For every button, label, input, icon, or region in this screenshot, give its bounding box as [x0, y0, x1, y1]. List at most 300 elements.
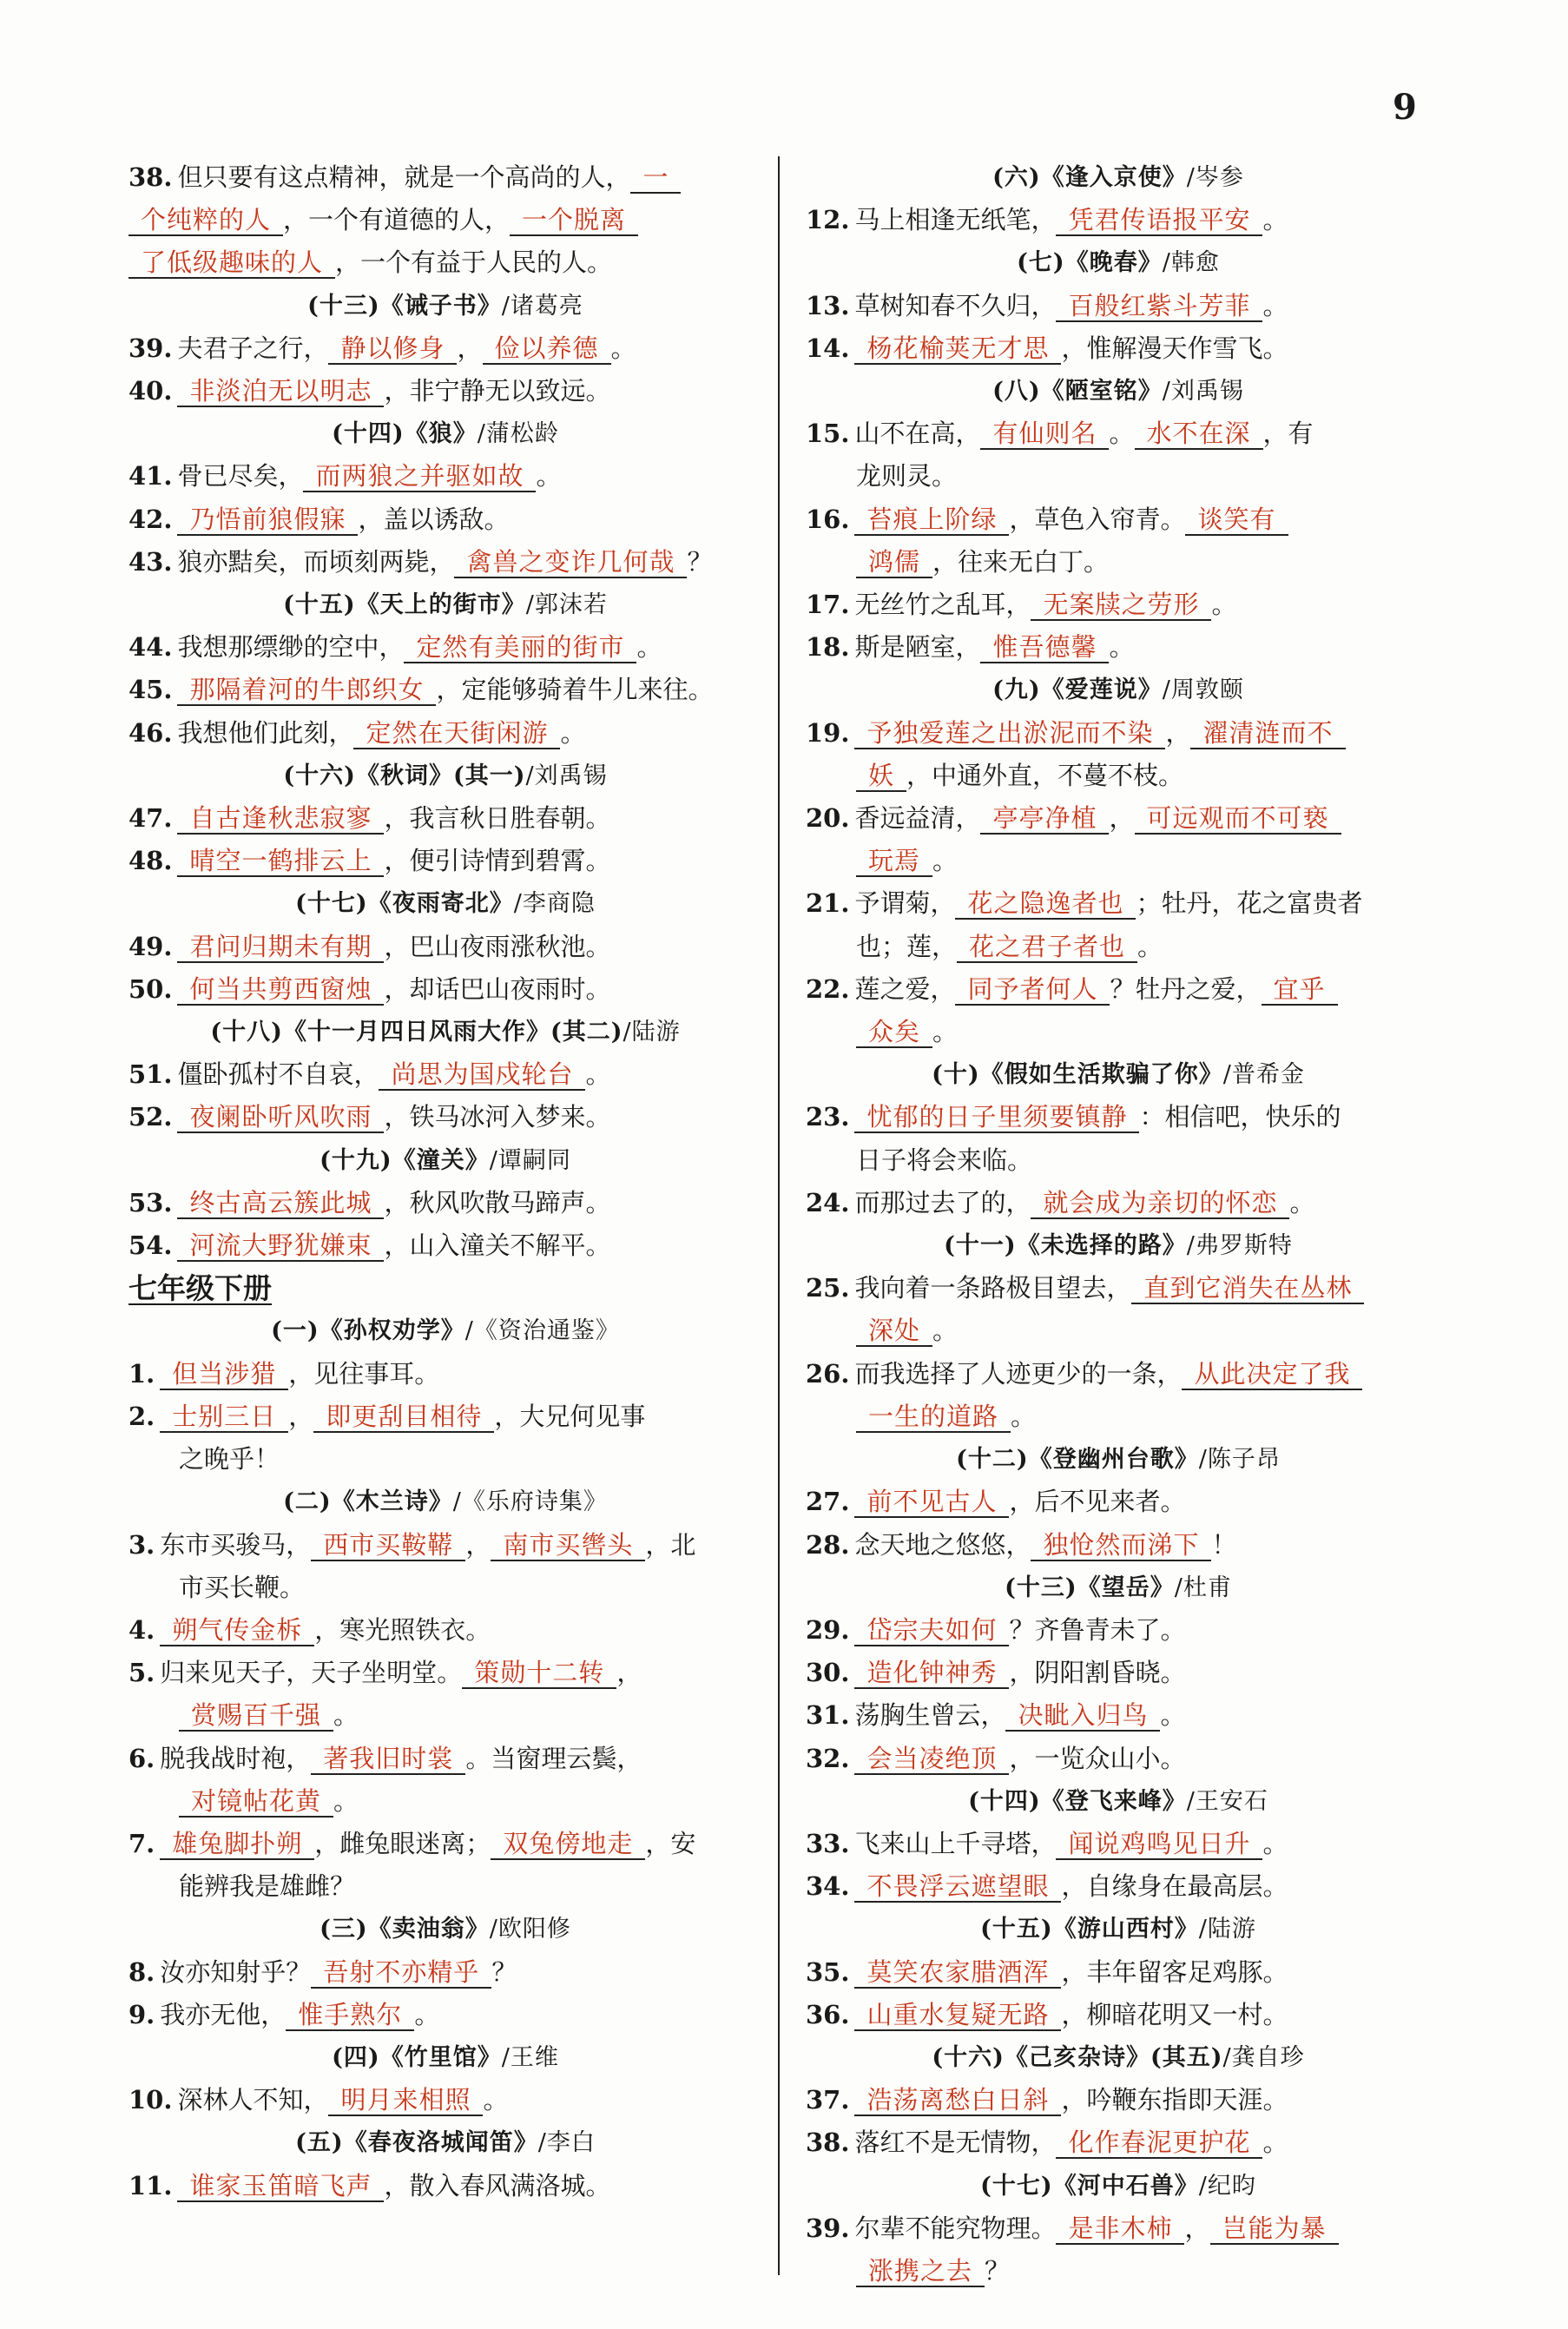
question-text: ，	[465, 1529, 491, 1560]
question-number: 14.	[806, 333, 850, 363]
question-line	[806, 1609, 1431, 1652]
answer-text: 前不见古人	[854, 1487, 1009, 1518]
question-line	[806, 1011, 1431, 1053]
question-number: 1.	[128, 1358, 155, 1389]
section-heading	[806, 1780, 1431, 1823]
question-text: ，有	[1262, 419, 1314, 449]
answer-text: 禽兽之变诈几何哉	[454, 547, 687, 578]
answer-text: 明月来相照	[328, 2085, 483, 2116]
question-line	[806, 626, 1431, 669]
question-text: 无丝竹之乱耳，	[854, 590, 1031, 620]
question-text: 而我选择了人迹更少的一条，	[854, 1358, 1183, 1389]
answer-text: 夜阑卧听风吹雨	[177, 1102, 384, 1133]
section-author: /蒲松龄	[477, 420, 559, 448]
section-author: /王安石	[1186, 1787, 1268, 1815]
question-number: 42.	[128, 504, 173, 534]
question-number: 12.	[806, 205, 850, 235]
answer-text: 有仙则名	[980, 419, 1109, 450]
answer-text: 水不在深	[1135, 419, 1263, 450]
question-text: 予谓菊，	[854, 888, 956, 919]
question-text: 。	[585, 1059, 611, 1090]
question-text: ？	[687, 546, 713, 577]
question-text: 。	[1262, 205, 1288, 235]
question-line	[128, 1865, 762, 1908]
section-author: /《资治通鉴》	[464, 1317, 620, 1345]
answer-text: 个纯粹的人	[128, 205, 283, 236]
question-text: ，一个有道德的人，	[283, 205, 511, 235]
question-text: 我亦无他，	[160, 1999, 287, 2029]
answer-text: 独怆然而涕下	[1031, 1530, 1211, 1561]
section-heading	[128, 285, 762, 327]
section-author: /岑参	[1186, 164, 1244, 191]
question-text: 东市买骏马，	[160, 1529, 312, 1560]
question-line	[128, 968, 762, 1011]
question-line	[806, 1694, 1431, 1737]
question-text: ，散入春风满洛城。	[384, 2170, 611, 2200]
answer-text: 深处	[856, 1316, 932, 1347]
question-text: 骨已尽矣，	[177, 461, 304, 492]
question-line	[806, 1738, 1431, 1780]
section-heading	[806, 1567, 1431, 1609]
answer-text: 忧郁的日子里须要镇静	[854, 1102, 1139, 1133]
answer-text: 吾射不亦精乎	[311, 1957, 491, 1989]
question-text: 。	[932, 1017, 959, 1047]
answer-text: 西市买鞍鞯	[311, 1530, 465, 1561]
section-heading	[806, 1224, 1431, 1267]
question-line	[128, 370, 762, 412]
section-title: (四)《竹里馆》	[332, 2043, 502, 2071]
question-text: 我想他们此刻，	[177, 717, 354, 748]
answer-text: 苔痕上阶绿	[854, 505, 1009, 536]
question-text: 也；莲，	[856, 931, 958, 961]
question-line	[806, 2079, 1431, 2121]
question-text: 尔辈不能究物理。	[854, 2213, 1057, 2243]
question-number: 21.	[806, 888, 850, 919]
question-number: 40.	[128, 376, 173, 406]
question-text: 。	[333, 1785, 359, 1816]
question-text: 。	[1211, 590, 1237, 620]
answer-text: 花之隐逸者也	[955, 888, 1136, 920]
section-heading	[128, 1310, 762, 1352]
question-number: 24.	[806, 1187, 850, 1217]
answer-text: 直到它消失在丛林	[1131, 1273, 1364, 1304]
question-text: ！	[1211, 1529, 1237, 1560]
question-text: ，北	[645, 1529, 696, 1560]
question-text: ？	[985, 2255, 1011, 2286]
question-line	[806, 1823, 1431, 1865]
section-author: /刘禹锡	[525, 762, 608, 789]
question-number: 30.	[806, 1658, 850, 1688]
question-line	[128, 1994, 762, 2036]
question-text: 。	[932, 1316, 959, 1346]
question-line	[128, 1395, 762, 1438]
answer-text: 是非木柿	[1056, 2214, 1184, 2245]
question-number: 6.	[128, 1743, 155, 1773]
question-number: 45.	[128, 675, 173, 705]
question-number: 13.	[806, 290, 850, 320]
question-text: ，	[457, 333, 483, 363]
question-text: 香远益清，	[854, 803, 981, 834]
section-title: (十六)《己亥杂诗》(其五)	[932, 2043, 1223, 2071]
section-title: (十五)《天上的街市》	[283, 591, 526, 619]
answer-text: 但当涉猎	[160, 1359, 288, 1390]
question-line	[128, 840, 762, 882]
question-line	[128, 2079, 762, 2121]
section-heading	[128, 2036, 762, 2079]
answer-text: 化作春泥更护花	[1056, 2128, 1262, 2159]
answer-text: 从此决定了我	[1182, 1359, 1362, 1390]
question-text: ？齐鲁青未了。	[1009, 1614, 1186, 1645]
section-heading	[806, 2165, 1431, 2207]
section-title: (十三)《诫子书》	[307, 292, 502, 320]
section-heading	[806, 1053, 1431, 1096]
section-title: (十七)《河中石兽》	[980, 2172, 1199, 2200]
question-line	[806, 327, 1431, 370]
question-text: ，便引诗情到碧霄。	[384, 846, 611, 876]
question-number: 54.	[128, 1230, 173, 1261]
question-text: ，寒光照铁衣。	[314, 1614, 491, 1645]
question-text: 。	[1262, 290, 1288, 320]
question-number: 52.	[128, 1102, 173, 1132]
question-text: 落红不是无情物，	[854, 2128, 1057, 2158]
answer-text: 非淡泊无以明志	[177, 376, 384, 407]
question-line	[128, 1609, 762, 1652]
section-heading	[128, 1908, 762, 1950]
question-text: 。	[610, 333, 636, 363]
answer-text: 而两狼之并驱如故	[303, 461, 536, 492]
question-line	[128, 1438, 762, 1481]
question-number: 15.	[806, 419, 850, 449]
question-number: 25.	[806, 1273, 850, 1303]
answer-text: 双兔傍地走	[491, 1829, 645, 1860]
question-line	[128, 199, 762, 241]
question-number: 29.	[806, 1614, 850, 1645]
question-number: 10.	[128, 2085, 173, 2115]
answer-text: 亭亭净植	[980, 803, 1109, 835]
question-line	[806, 2121, 1431, 2164]
section-author: /王维	[501, 2043, 559, 2071]
question-number: 35.	[806, 1956, 850, 1987]
answer-text: 那隔着河的牛郎织女	[177, 675, 436, 706]
answer-text: 乃悟前狼假寐	[177, 505, 358, 536]
answer-text: 定然在天街闲游	[353, 718, 560, 749]
question-text: ，盖以诱敌。	[358, 504, 510, 534]
section-title: (十八)《十一月四日风雨大作》(其二)	[210, 1019, 623, 1046]
answer-text: 予独爱莲之出淤泥而不染	[854, 718, 1165, 749]
question-text: 。	[483, 2085, 509, 2115]
question-number: 41.	[128, 461, 173, 492]
question-line	[806, 882, 1431, 925]
answer-text: 杨花榆荚无才思	[854, 333, 1061, 365]
question-text: ，铁马冰河入梦来。	[384, 1102, 611, 1132]
answer-text: 玩焉	[856, 846, 932, 877]
question-number: 50.	[128, 973, 173, 1004]
question-number: 2.	[128, 1401, 155, 1431]
answer-text: 闻说鸡鸣见日升	[1056, 1829, 1262, 1860]
answer-text: 岱宗夫如何	[854, 1615, 1009, 1646]
section-author: /刘禹锡	[1162, 378, 1244, 406]
answer-text: 就会成为亲切的怀恋	[1031, 1188, 1289, 1219]
question-number: 19.	[806, 717, 850, 748]
answer-text: 惟吾德馨	[980, 632, 1109, 663]
question-line	[128, 1951, 762, 1994]
section-heading	[128, 2121, 762, 2164]
question-text: 。当窗理云鬓，	[465, 1743, 642, 1773]
question-line	[806, 1865, 1431, 1908]
question-line	[806, 1267, 1431, 1310]
section-heading	[806, 1908, 1431, 1950]
section-author: /李商隐	[513, 890, 596, 918]
question-number: 5.	[128, 1658, 155, 1688]
question-line	[128, 1738, 762, 1780]
section-author: /谭嗣同	[489, 1146, 571, 1174]
left-column	[128, 156, 762, 2207]
answer-text: 一	[630, 162, 681, 194]
answer-text: 俭以养德	[483, 333, 611, 365]
question-line	[128, 1224, 762, 1267]
question-line	[806, 1139, 1431, 1182]
answer-text: 花之君子者也	[957, 932, 1137, 963]
section-author: /郭沫若	[525, 591, 608, 619]
question-line	[128, 712, 762, 755]
question-text: 飞来山上千寻塔，	[854, 1828, 1057, 1858]
question-text: 我向着一条路极目望去，	[854, 1273, 1132, 1303]
answer-text: 雄兔脚扑朔	[160, 1829, 314, 1860]
section-author: /李白	[537, 2129, 596, 2157]
question-text: 莲之爱，	[854, 973, 956, 1004]
question-line	[128, 327, 762, 370]
question-number: 33.	[806, 1828, 850, 1858]
answer-text: 宜乎	[1262, 974, 1338, 1006]
question-text: ，巴山夜雨涨秋池。	[384, 931, 611, 961]
question-text: ，我言秋日胜春朝。	[384, 803, 611, 834]
answer-text: 莫笑农家腊酒浑	[854, 1957, 1061, 1989]
section-author: /龚自珍	[1222, 2043, 1305, 2071]
answer-text: 即更刮目相待	[313, 1402, 494, 1433]
question-text: ，大兄何见事	[494, 1401, 646, 1431]
question-number: 38.	[806, 2128, 850, 2158]
question-text: 。	[1289, 1187, 1315, 1217]
question-line	[128, 669, 762, 711]
question-text: ，雌兔眼迷离；	[314, 1828, 491, 1858]
section-title: (九)《爱莲说》	[992, 676, 1163, 704]
question-line	[128, 926, 762, 968]
question-number: 18.	[806, 632, 850, 663]
question-number: 34.	[806, 1871, 850, 1902]
question-text: 。	[932, 846, 959, 876]
section-author: /欧阳修	[489, 1916, 571, 1943]
answer-text: 凭君传语报平安	[1056, 205, 1262, 236]
question-text: 归来见天子，天子坐明堂。	[160, 1658, 463, 1688]
section-title: (二)《木兰诗》	[283, 1488, 453, 1516]
question-line	[806, 1524, 1431, 1567]
question-line	[806, 1353, 1431, 1395]
section-author: /陈子昂	[1198, 1446, 1281, 1474]
question-number: 16.	[806, 504, 850, 534]
answer-text: 对镜帖花黄	[179, 1786, 333, 1818]
section-title: (十四)《登飞来峰》	[968, 1787, 1187, 1815]
question-text: ，秋风吹散马蹄声。	[384, 1187, 611, 1217]
question-number: 26.	[806, 1358, 850, 1389]
question-number: 36.	[806, 1999, 850, 2029]
question-number: 31.	[806, 1700, 850, 1731]
question-text: 马上相逢无纸笔，	[854, 205, 1057, 235]
section-title: (一)《孙权劝学》	[271, 1317, 465, 1345]
question-text: ；牡丹，花之富贵者	[1136, 888, 1363, 919]
question-line	[128, 1182, 762, 1224]
question-number: 11.	[128, 2170, 173, 2200]
answer-text: 君问归期未有期	[177, 932, 384, 963]
section-author: /杜甫	[1174, 1574, 1232, 1601]
question-number: 39.	[806, 2213, 850, 2243]
section-heading	[806, 156, 1431, 199]
question-number: 17.	[806, 590, 850, 620]
section-author: /周敦颐	[1162, 676, 1244, 704]
question-text: 市买长鞭。	[179, 1572, 306, 1602]
section-heading	[128, 1139, 762, 1182]
answer-text: 一个脱离	[510, 205, 638, 236]
question-text: ，却话巴山夜雨时。	[384, 973, 611, 1004]
question-line	[128, 1053, 762, 1096]
question-line	[806, 797, 1431, 840]
question-number: 4.	[128, 1614, 155, 1645]
question-line	[128, 455, 762, 498]
question-number: 22.	[806, 973, 850, 1004]
section-heading	[128, 1481, 762, 1523]
section-title: (八)《陋室铭》	[992, 378, 1163, 406]
question-line	[128, 1524, 762, 1567]
question-line	[806, 2207, 1431, 2250]
answer-text: 谈笑有	[1185, 505, 1288, 536]
question-line	[128, 156, 762, 199]
question-line	[128, 1694, 762, 1737]
question-text: ，草色入帘青。	[1009, 504, 1186, 534]
question-number: 49.	[128, 931, 173, 961]
question-line	[128, 498, 762, 541]
question-line	[128, 541, 762, 584]
question-text: 念天地之悠悠，	[854, 1529, 1031, 1560]
answer-text: 了低级趣味的人	[128, 247, 335, 279]
question-line	[806, 285, 1431, 327]
question-line	[806, 1182, 1431, 1224]
answer-text: 可远观而不可亵	[1135, 803, 1341, 835]
question-text: 荡胸生曾云，	[854, 1700, 1006, 1731]
question-text: ，	[288, 1401, 314, 1431]
question-text: 斯是陋室，	[854, 632, 981, 663]
answer-text: 南市买辔头	[491, 1530, 645, 1561]
answer-text: 岂能为暴	[1210, 2214, 1339, 2245]
answer-text: 著我旧时裳	[311, 1744, 465, 1775]
question-text: 。	[1137, 931, 1163, 961]
answer-text: 尚思为国戍轮台	[379, 1059, 585, 1091]
answer-text: 妖	[856, 761, 906, 792]
question-text: 。	[636, 632, 662, 663]
question-text: 。	[1011, 1401, 1037, 1431]
answer-text: 众矣	[856, 1017, 932, 1048]
section-heading	[128, 584, 762, 626]
section-heading	[806, 669, 1431, 711]
answer-text: 无案牍之劳形	[1031, 590, 1211, 621]
question-text: ，见往事耳。	[288, 1358, 440, 1389]
section-title: (七)《晚春》	[1017, 249, 1163, 277]
question-line	[806, 498, 1431, 541]
question-text: 山不在高，	[854, 419, 981, 449]
question-text: 龙则灵。	[856, 461, 958, 492]
question-line	[128, 1353, 762, 1395]
question-text: 。	[1109, 632, 1135, 663]
question-text: 但只要有这点精神，就是一个高尚的人，	[177, 162, 631, 192]
question-text: 。	[333, 1700, 359, 1731]
answer-text: 谁家玉笛暗飞声	[177, 2171, 384, 2202]
question-number: 47.	[128, 803, 173, 834]
question-text: ，一览众山小。	[1009, 1743, 1186, 1773]
answer-text: 静以修身	[328, 333, 457, 365]
section-author: /诸葛亮	[501, 292, 583, 320]
question-text: ？牡丹之爱，	[1110, 973, 1262, 1004]
question-number: 3.	[128, 1529, 155, 1560]
question-line	[806, 755, 1431, 797]
question-line	[806, 1096, 1431, 1138]
section-title: (十)《假如生活欺骗了你》	[932, 1061, 1223, 1089]
question-text: 草树知春不久归，	[854, 290, 1057, 320]
question-text: ：相信吧，快乐的	[1139, 1102, 1341, 1132]
question-number: 53.	[128, 1187, 173, 1217]
section-title: (十七)《夜雨寄北》	[295, 890, 514, 918]
question-text: 。	[536, 461, 562, 492]
question-line	[128, 626, 762, 669]
question-text: 日子将会来临。	[856, 1145, 1033, 1175]
section-title: (十五)《游山西村》	[980, 1916, 1199, 1943]
grade-heading: 七年级下册	[128, 1271, 272, 1306]
section-author: /韩愈	[1162, 249, 1220, 277]
section-author: /陆游	[623, 1019, 681, 1046]
answer-text: 一生的道路	[856, 1402, 1011, 1433]
question-text: ，惟解漫天作雪飞。	[1061, 333, 1288, 363]
answer-text: 赏赐百千强	[179, 1700, 333, 1732]
question-line	[806, 1395, 1431, 1438]
question-number: 28.	[806, 1529, 850, 1560]
section-title: (五)《春夜洛城闻笛》	[295, 2129, 538, 2157]
question-number: 43.	[128, 546, 173, 577]
question-line	[806, 455, 1431, 498]
section-heading	[806, 370, 1431, 412]
section-title: (十六)《秋词》(其一)	[283, 762, 526, 789]
section-author: /普希金	[1222, 1061, 1305, 1089]
section-author: /《乐府诗集》	[452, 1488, 608, 1516]
answer-text: 自古逢秋悲寂寥	[177, 803, 384, 835]
question-text: 。	[1109, 419, 1135, 449]
answer-text: 濯清涟而不	[1190, 718, 1345, 749]
section-heading	[806, 2036, 1431, 2079]
question-number: 46.	[128, 717, 173, 748]
question-text: 狼亦黠矣，而顷刻两毙，	[177, 546, 455, 577]
question-line	[128, 1652, 762, 1694]
question-text: ，阴阳割昏晓。	[1009, 1658, 1186, 1688]
question-line	[128, 797, 762, 840]
section-heading	[128, 412, 762, 455]
question-line	[806, 1994, 1431, 2036]
question-text: 脱我战时袍，	[160, 1743, 312, 1773]
question-line	[128, 241, 762, 284]
section-heading	[806, 241, 1431, 284]
question-number: 7.	[128, 1828, 155, 1858]
section-heading	[128, 1011, 762, 1053]
question-text: 汝亦知射乎？	[160, 1956, 312, 1987]
question-text: 。	[1262, 1828, 1288, 1858]
answer-text: 鸿儒	[856, 547, 932, 578]
question-text: 。	[1160, 1700, 1186, 1731]
answer-text: 士别三日	[160, 1402, 288, 1433]
